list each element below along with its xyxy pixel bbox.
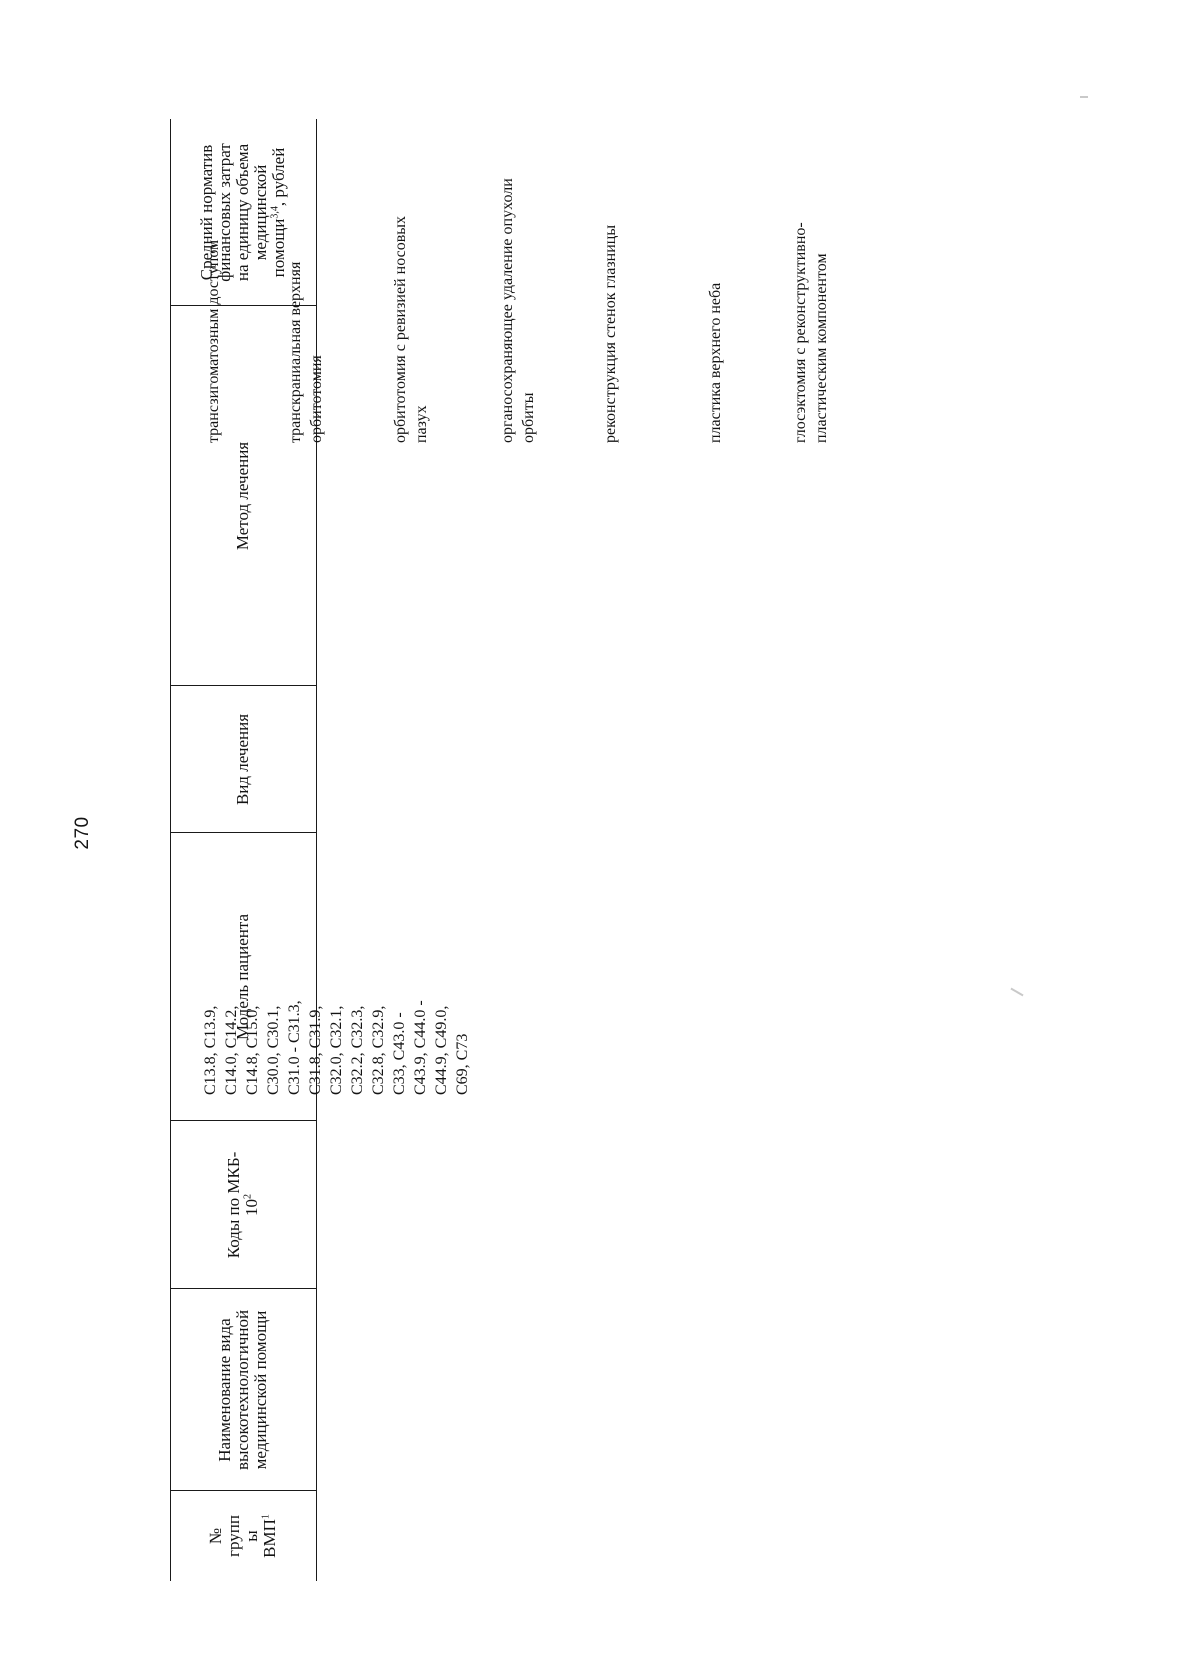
treatment-method-item: трансзигоматозным доступом (205, 239, 222, 443)
treatment-method-item: пластика верхнего неба (707, 282, 724, 443)
header-line: медицинской (251, 164, 270, 261)
header-vmp-name (170, 1289, 316, 1491)
header-line: Метод лечения (233, 441, 252, 551)
page-number: 270 (72, 816, 93, 850)
header-line: Коды по МКБ- (224, 1151, 243, 1259)
header-treatment-type (170, 686, 316, 833)
header-line: Наименование вида (215, 1318, 234, 1462)
header-line: медицинской помощи (251, 1310, 270, 1470)
header-text: , рублей (269, 147, 288, 207)
header-text: ВМП (260, 1519, 279, 1558)
treatment-method-item: транскраниальная верхняя орбитотомия (287, 261, 325, 443)
treatment-method-item: органосохраняющее удаление опухоли орбиты (499, 178, 537, 443)
treatment-method-item: орбитотомия с ревизией носовых пазух (392, 215, 430, 443)
header-text: 10 (242, 1199, 261, 1216)
header-line: групп (224, 1515, 243, 1557)
header-line: № (206, 1527, 225, 1545)
header-line: финансовых затрат (215, 143, 234, 282)
treatment-method-item: реконструкция стенок глазницы (602, 224, 619, 443)
header-line: Вид лечения (233, 713, 252, 806)
header-group-number (170, 1491, 316, 1581)
header-line (243, 1152, 261, 1259)
header-line: высокотехнологичной (233, 1309, 252, 1471)
header-line: Модель пациента (233, 913, 252, 1041)
footnote-marker: 3,4 (269, 206, 281, 219)
scan-speck (1080, 96, 1088, 98)
header-line (261, 1514, 279, 1558)
footnote-marker: 1 (260, 1514, 272, 1520)
treatment-method-item: глосэктомия с реконструктивно-пластическим компонентом (792, 222, 830, 443)
header-line: Средний норматив (197, 144, 216, 281)
header-line: ы (242, 1530, 261, 1542)
header-mkb-codes (170, 1121, 316, 1289)
header-line: на единицу объема (233, 143, 252, 282)
header-text: помощи (269, 218, 288, 278)
footnote-marker: 2 (242, 1194, 254, 1199)
mkb-codes-cell: C13.8, C13.9, C14.0, C14.2, C14.8, C15.0, C30.0, C30.1, C31.0 - C31.3, C31.8, C31.9, C32.0, C32.1, C32.2, C32.3, C32.8, C32.9, C33, C43.0 - C43.9, C44.0 - C44.9, C49.0, C69, C73 (202, 1000, 471, 1095)
